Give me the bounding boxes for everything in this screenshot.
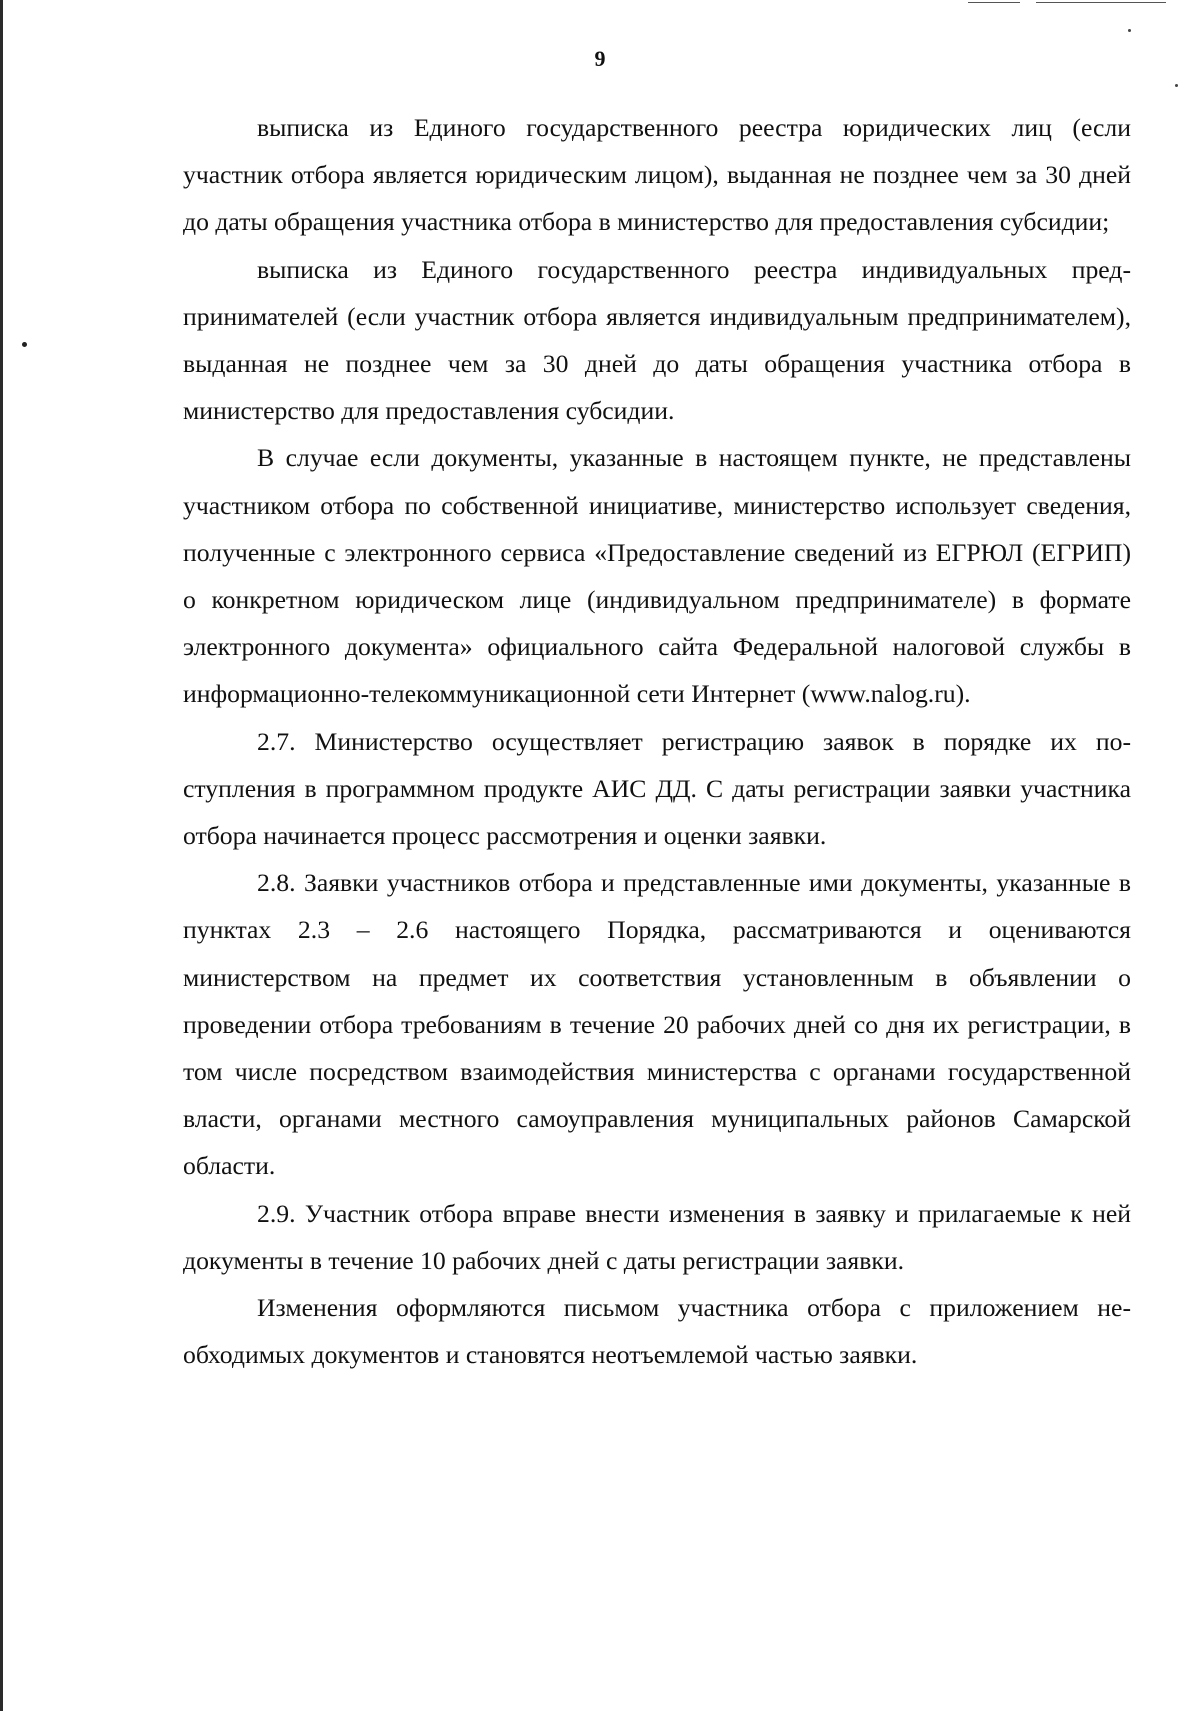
paragraph-egrip-extract: выписка из Единого государственного реестра индивидуальных предпринимателей (если участник отбора является индивидуальным предпринимателем), выданная не позднее чем за 30 дней до даты обращения участника отбора в министерство для предоставления субсидии. [183,254,1131,426]
paragraph-changes: Изменения оформляются письмом участника отбора с приложением необходимых документов и становятся неотъемлемой частью заявки. [183,1293,1131,1370]
paragraph-section-2-9: 2.9. Участник отбора вправе внести изменения в заявку и прилагаемые к ней документы в течение 10 рабочих дней с даты регистрации заявки. [183,1198,1131,1275]
paragraph-documents-not-submitted: В случае если документы, указанные в настоящем пункте, не представлены участником отбора по собственной инициативе, министерство использует сведения, полученные с электронного сервиса «Предоставление сведений из ЕГРЮЛ (ЕГРИП) о конкретном юридическом лице (индивидуальном предпринимателе) в формате электронного документа» официального сайта Федеральной налоговой службы в информационно-телекоммуникационной сети Интернет (www.nalog.ru). [183,443,1131,709]
page-number: 9 [594,46,606,71]
margin-bullet-mark [22,342,27,347]
scan-speck [1128,29,1131,32]
paragraph-section-2-7: 2.7. Министерство осуществляет регистрацию заявок в порядке их поступления в программном продукте АИС ДД. С даты регистрации заявки участника отбора начинается процесс рассмотрения и оценки заявки. [183,726,1131,851]
scan-left-edge [0,0,3,1711]
paragraph-section-2-8: 2.8. Заявки участников отбора и представленные ими документы, указанные в пунктах 2.3 – 2.6 настоящего Порядка, рассматриваются и оцениваются министерством на предмет их соответствия установленным в объявлении о проведении отбора требованиям в течение 20 рабочих дней со дня их регистрации, в том числе посредством взаимодействия министерства с органами государственной власти, органами местного самоуправления муниципальных районов Самарской области. [183,868,1131,1181]
document-body [183,104,1131,1378]
scan-top-mark [968,2,1020,3]
scan-speck [1175,84,1178,87]
scan-top-mark [1036,2,1166,3]
paragraph-egrul-extract: выписка из Единого государственного реестра юридических лиц (если участник отбора является юридическим лицом), выданная не позднее чем за 30 дней до даты обращения участника отбора в министерство для предоставления субсидии; [183,113,1131,237]
